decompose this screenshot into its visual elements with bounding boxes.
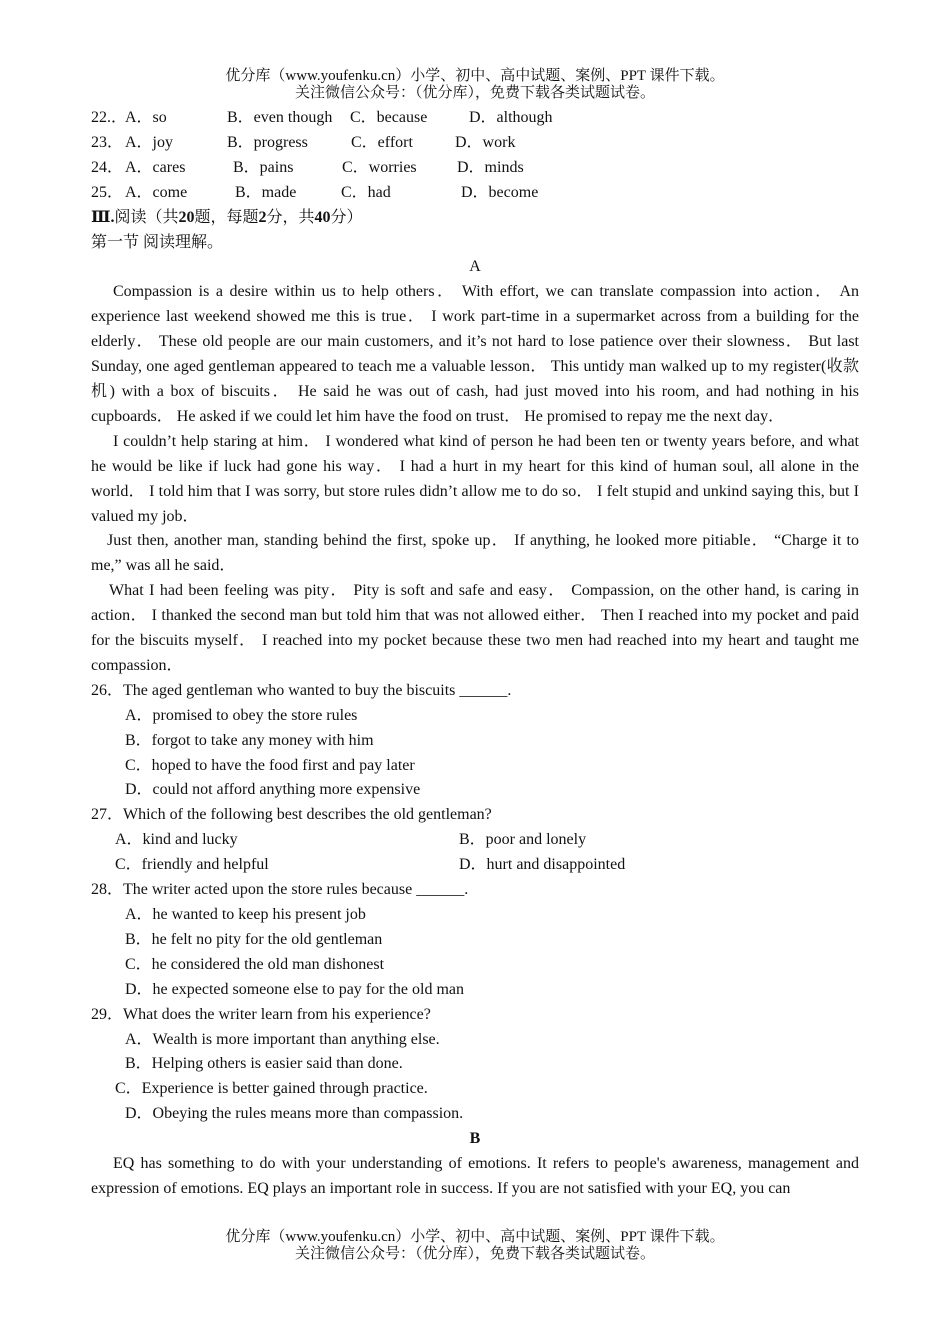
section-heading [91,206,859,231]
header-line-2: 关注微信公众号：（优分库），免费下载各类试题试卷。 [294,85,655,101]
passage-b-paragraph: EQ has something to do with your understanding of emotions. It refers to people's awareness, management and expression of emotions. EQ plays an important role in success. If you are not satisfied with your EQ, you can [91,1155,859,1197]
section-title-part: 分，共 [266,208,315,226]
answer-row-25 [91,181,859,206]
passage-a-paragraph: I couldn’t help staring at him． I wondered what kind of person he had been ten or twenty years before, and what he would be like if luck had gone his way． I had a hurt in my heart for this kind of human soul, all alone in the world． I told him that I was sorry, but store rules didn’t allow me to do so． I felt stupid and unkind saying this, but I valued my job． [91,432,860,525]
option-a: A．so [125,109,167,126]
option-a: A．joy [125,133,174,151]
page-footer [0,1229,950,1263]
section-points: 2 [258,208,267,226]
question-29-option-c: C．Experience is better gained through practice. [115,1080,428,1098]
subsection-heading: 第一节 阅读理解。 [91,233,224,251]
option-d: D．although [469,109,553,126]
option-d: D．work [455,133,516,151]
section-count: 20 [178,208,195,226]
question-26-option-b: B．forgot to take any money with him [125,731,374,749]
option-d: D．minds [457,158,524,176]
question-29-option-a: A．Wealth is more important than anything else. [125,1030,440,1048]
question-number: 23． [91,133,124,151]
question-26-stem: 26．The aged gentleman who wanted to buy the biscuits ______. [91,681,512,699]
section-title-part: 阅读（共 [114,208,179,226]
option-b: B．progress [227,133,308,151]
question-26-option-c: C．hoped to have the food first and pay later [125,756,415,774]
question-27-option-c: C．friendly and helpful [115,856,269,874]
header-line-1: 优分库（www.youfenku.cn）小学、初中、高中试题、案例、PPT 课件下载。 [225,68,725,84]
footer-line-1: 优分库（www.youfenku.cn）小学、初中、高中试题、案例、PPT 课件下载。 [225,1229,725,1245]
passage-a-paragraph: Compassion is a desire within us to help others． With effort, we can translate compassion into action． An experience last weekend showed me this is true． I work part-time in a supermarket across from a building for the elderly． These old people are our main customers, and it’s not hard to lose patience over their slowness． But last Sunday, one aged gentleman appeared to teach me a valuable lesson． This untidy man walked up to my register(收款机) with a box of biscuits． He said he was out of cash, had just moved into his room, and had nothing in his cupboards． He asked if we could let him have the food on trust． He promised to repay me the next day． [91,283,860,425]
option-d: D．become [461,183,539,201]
question-29-option-b: B．Helping others is easier said than done. [125,1055,403,1073]
section-title-part: 分） [330,208,363,226]
option-b: B．made [235,183,297,201]
question-28-option-b: B．he felt no pity for the old gentleman [125,930,383,948]
question-number: 25． [91,183,124,201]
question-26-option-a: A．promised to obey the store rules [125,706,358,724]
question-number: 24． [91,158,124,176]
option-c: C．worries [342,158,417,176]
footer-line-2: 关注微信公众号：（优分库），免费下载各类试题试卷。 [294,1246,655,1262]
question-27-options-row [91,828,859,853]
question-27-option-a: A．kind and lucky [115,831,238,849]
page-header [0,68,950,102]
question-27-option-b: B．poor and lonely [459,831,587,849]
question-28-option-a: A．he wanted to keep his present job [125,906,366,923]
question-number: 22.． [91,109,128,126]
question-27-option-d: D．hurt and disappointed [459,856,626,874]
answer-row-24 [91,156,859,181]
question-29-option-d: D．Obeying the rules means more than compassion. [125,1105,464,1123]
passage-a-paragraph: What I had been feeling was pity． Pity is soft and safe and easy． Compassion, on the other hand, is caring in action． I thanked the second man but told him that was not allowed either． Then I reached into my pocket and paid for the biscuits myself． I reached into my pocket because these two men had reached into my heart and taught me compassion． [91,582,859,674]
option-a: A．cares [125,158,186,176]
question-28-option-d: D．he expected someone else to pay for the old man [125,980,465,998]
passage-a-label: A [469,258,481,276]
question-26-option-d: D．could not afford anything more expensive [125,781,421,799]
question-27-options-row [91,853,859,878]
option-a: A．come [125,183,188,201]
option-c: C．had [341,183,391,201]
option-b: B．pains [233,158,294,176]
answer-row-22 [91,106,859,131]
section-roman: Ⅲ. [91,208,115,226]
question-29-stem: 29．What does the writer learn from his experience? [91,1005,431,1023]
answer-row-23 [91,131,859,156]
exam-content [91,106,859,1202]
question-28-option-c: C．he considered the old man dishonest [125,955,385,973]
passage-b-label: B [469,1130,481,1148]
question-27-stem: 27．Which of the following best describes the old gentleman? [91,806,492,824]
passage-a-paragraph: Just then, another man, standing behind the first, spoke up． If anything, he looked more pitiable． “Charge it to me,” was all he said． [91,532,860,575]
option-c: C．because [350,109,428,126]
option-c: C．effort [351,133,413,151]
question-28-stem: 28．The writer acted upon the store rules because ______. [91,881,469,899]
section-total: 40 [314,208,331,226]
section-title-part: 题，每题 [194,208,259,226]
option-b: B．even though [227,109,333,126]
